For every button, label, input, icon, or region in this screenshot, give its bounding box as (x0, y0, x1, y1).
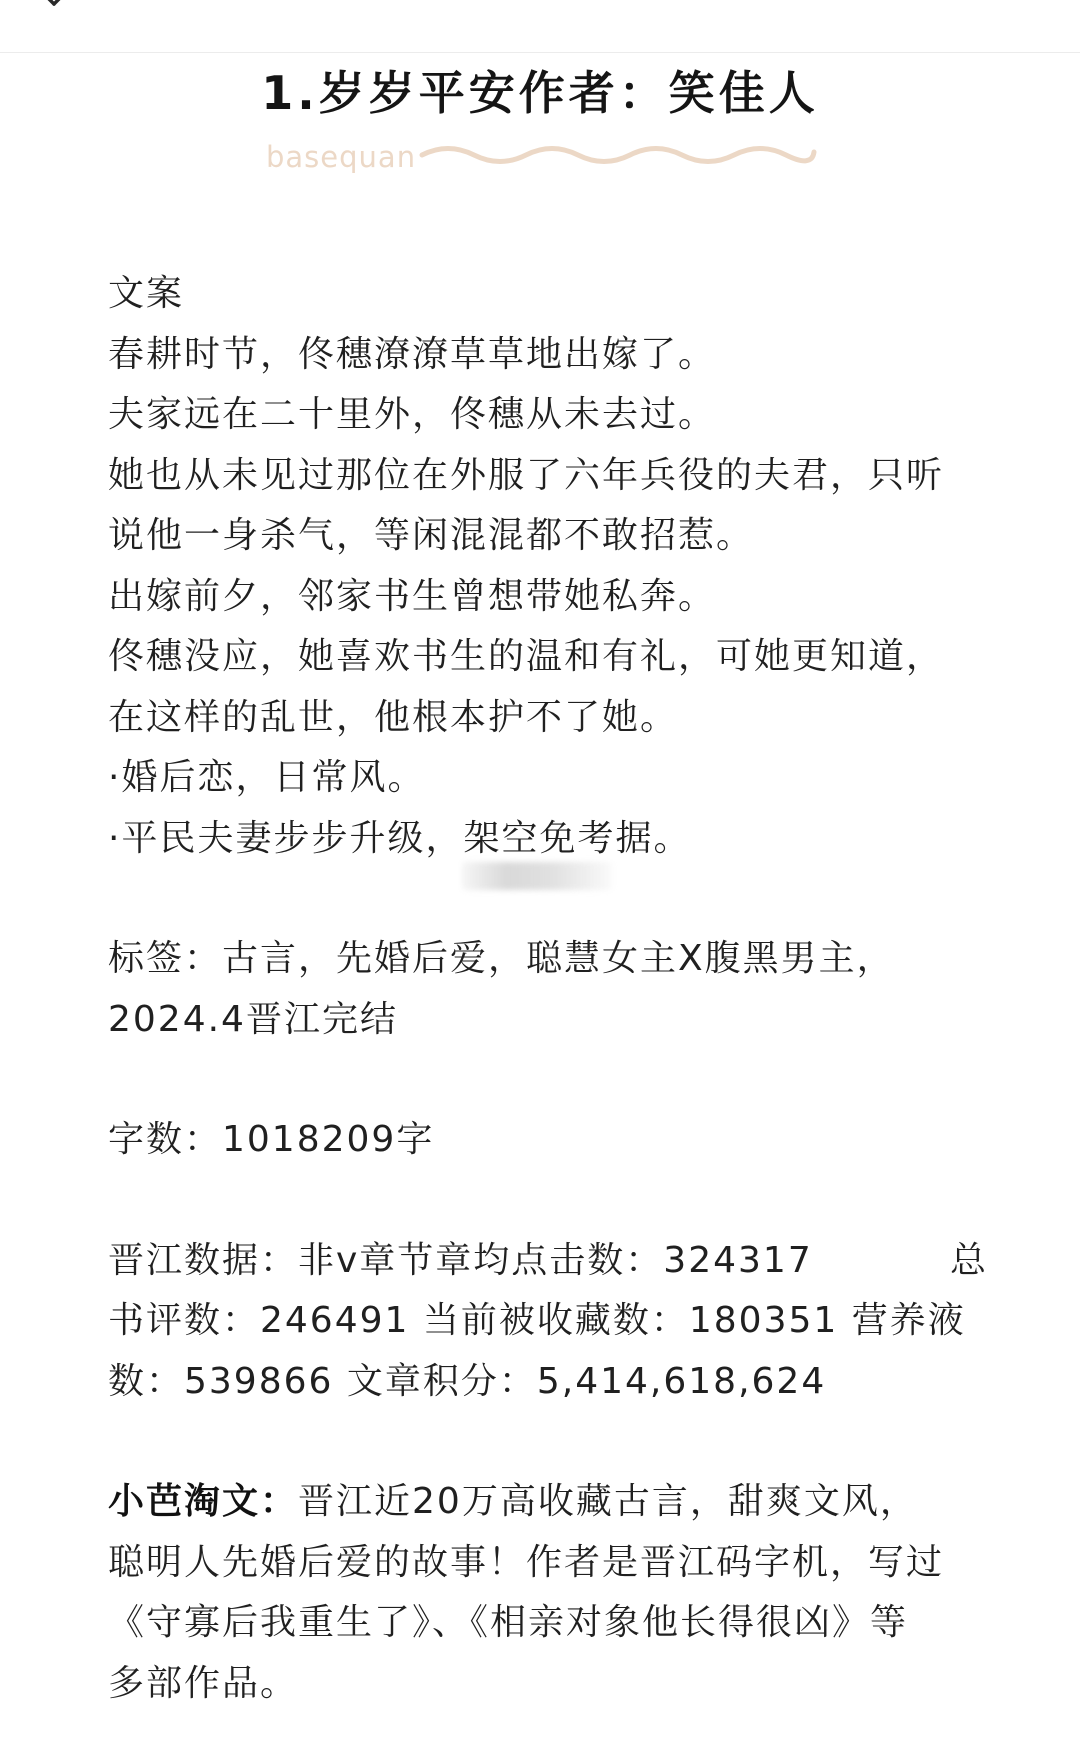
watermark (266, 136, 826, 180)
synopsis-line: ·婚后恋，日常风。 (108, 757, 426, 798)
synopsis-line: 她也从未见过那位在外服了六年兵役的夫君，只听 (108, 454, 945, 496)
synopsis-line: 春耕时节，佟穗潦潦草草地出嫁了。 (108, 333, 717, 375)
stats-line: 数：539866 文章积分：5,414,618,624 (108, 1360, 827, 1402)
synopsis-line: 夫家远在二十里外，佟穗从未去过。 (108, 394, 717, 435)
stats-clicks: 晋江数据：非v章节章均点击数：324317 (108, 1239, 813, 1281)
review-label: 小芭淘文： (108, 1481, 299, 1522)
review-line: 聪明人先婚后爱的故事！作者是晋江码字机，写过 (108, 1541, 945, 1583)
review-line: 《守寡后我重生了》、《相亲对象他长得很凶》等 (108, 1602, 909, 1643)
stats-line (108, 1231, 988, 1292)
tags-line: 2024.4晋江完结 (108, 998, 398, 1040)
section-heading: 文案 (108, 273, 185, 314)
wave-divider (418, 140, 818, 170)
stats-line: 书评数：246491 当前被收藏数：180351 营养液 (108, 1300, 966, 1341)
watermark-text: basequan (266, 140, 417, 174)
synopsis-line: 在这样的乱世，他根本护不了她。 (108, 696, 679, 738)
article-body (108, 264, 988, 1714)
word-count: 字数：1018209字 (108, 1119, 435, 1160)
review-line: 多部作品。 (108, 1662, 299, 1704)
review-line (108, 1472, 988, 1533)
close-icon (28, 0, 84, 26)
top-bar (0, 0, 1080, 53)
synopsis-line: 佟穗没应，她喜欢书生的温和有礼，可她更知道， (108, 636, 945, 677)
stats-total-label: 总 (949, 1239, 988, 1281)
synopsis-line: 出嫁前夕，邻家书生曾想带她私奔。 (108, 575, 717, 617)
synopsis-line: 说他一身杀气，等闲混混都不敢招惹。 (108, 515, 755, 556)
synopsis-line: ·平民夫妻步步升级，架空免考据。 (108, 817, 692, 859)
page-title: 1.岁岁平安作者：笑佳人 (261, 66, 819, 120)
tags-line: 标签：古言，先婚后爱，聪慧女主X腹黑男主， (108, 938, 895, 979)
review-text: 晋江近20万高收藏古言，甜爽文风， (298, 1481, 918, 1522)
close-button[interactable] (28, 0, 84, 26)
